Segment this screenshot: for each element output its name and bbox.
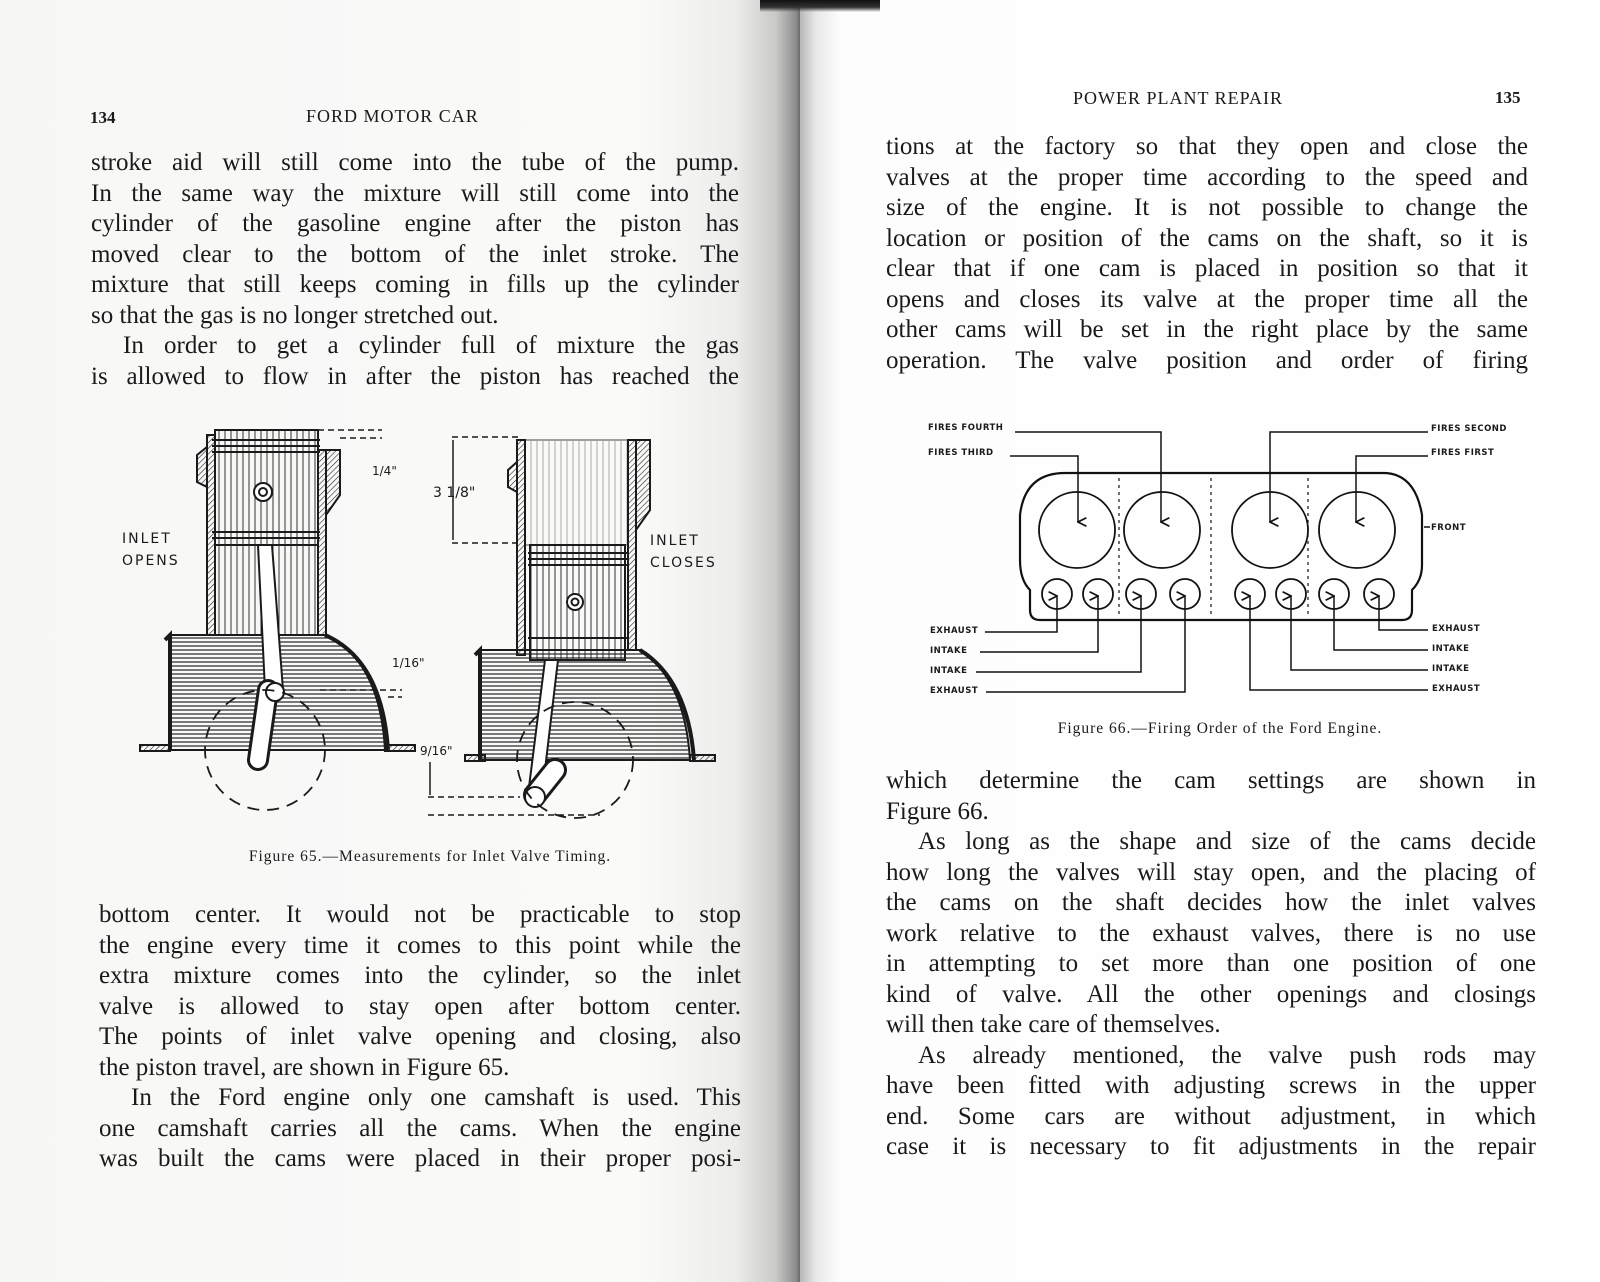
text-line: valves at the proper time according to the speed and — [886, 163, 1528, 191]
text-line: In the same way the mixture will still come into the — [91, 179, 739, 207]
text-line: one camshaft carries all the cams. When the engine — [99, 1114, 741, 1142]
label-intake-1: INTAKE — [930, 646, 968, 656]
label-intake-2: INTAKE — [930, 666, 968, 676]
figure-66-caption: Figure 66.—Firing Order of the Ford Engine. — [1057, 720, 1383, 737]
label-exhaust-4: EXHAUST — [1432, 684, 1481, 694]
inlet-closes-label: INLET CLOSES — [650, 533, 717, 571]
text-line: kind of valve. All the other openings and closings — [886, 980, 1536, 1008]
running-head: FORD MOTOR CAR — [306, 106, 479, 126]
text-line: work relative to the exhaust valves, there is no use — [886, 919, 1536, 947]
right-page — [800, 0, 1600, 1282]
text-line: stroke aid will still come into the tube of the pump. — [91, 149, 739, 176]
page-number: 134 — [90, 108, 116, 127]
text-line: clear that if one cam is placed in position so that it — [886, 255, 1528, 282]
text-line: bottom center. It would not be practicable to stop — [99, 901, 741, 928]
label-intake-4: INTAKE — [1432, 664, 1470, 674]
text-line: In order to get a cylinder full of mixture the gas — [123, 332, 739, 359]
text-line: mixture that still keeps coming in fills up the cylinder — [91, 271, 739, 298]
text-line: how long the valves will stay open, and the placing of — [886, 858, 1536, 886]
text-line: tions at the factory so that they open and close the — [886, 133, 1528, 160]
text-line: the cams on the shaft decides how the inlet valves — [886, 889, 1536, 916]
text-line: moved clear to the bottom of the inlet stroke. The — [91, 240, 739, 268]
text-line: cylinder of the gasoline engine after the piston has — [91, 210, 739, 237]
label-front: FRONT — [1431, 523, 1466, 533]
text-line: As already mentioned, the valve push rods may — [918, 1041, 1536, 1069]
text-line: so that the gas is no longer stretched out. — [91, 301, 499, 329]
text-line: end. Some cars are without adjustment, in which — [886, 1102, 1536, 1130]
dim-three-eighth: 3 1/8" — [433, 485, 476, 501]
text-line: Figure 66. — [886, 797, 989, 825]
engine-diagram-inlet-opens — [0, 0, 800, 900]
text-line: in attempting to set more than one position of one — [886, 950, 1536, 977]
text-line: other cams will be set in the right place by the same — [886, 316, 1528, 343]
label-fires-third: FIRES THIRD — [928, 448, 994, 458]
text-line: In the Ford engine only one camshaft is used. This — [131, 1084, 741, 1111]
label-exhaust-3: EXHAUST — [1432, 624, 1481, 634]
text-line: valve is allowed to stay open after bottom center. — [99, 992, 741, 1020]
text-line: will then take care of themselves. — [886, 1011, 1221, 1038]
text-line: size of the engine. It is not possible to change the — [886, 194, 1528, 221]
label-fires-second: FIRES SECOND — [1431, 424, 1507, 434]
dim-quarter: 1/4" — [372, 464, 397, 478]
firing-order-diagram — [800, 0, 1600, 760]
text-line: opens and closes its valve at the proper time all the — [886, 285, 1528, 313]
inlet-opens-label: INLET OPENS — [122, 531, 180, 569]
dim-sixteenth: 1/16" — [392, 656, 425, 670]
text-line: which determine the cam settings are shown in — [886, 767, 1536, 794]
text-line: extra mixture comes into the cylinder, so the inlet — [99, 962, 741, 989]
text-line: the engine every time it comes to this point while the — [99, 931, 741, 959]
text-line: is allowed to flow in after the piston has reached the — [91, 362, 739, 390]
page-number: 135 — [1495, 88, 1521, 107]
book-binding-shadow — [760, 0, 880, 12]
text-line: location or position of the cams on the shaft, so it is — [886, 224, 1528, 252]
text-line: the piston travel, are shown in Figure 65. — [99, 1053, 510, 1081]
figure-65-caption: Figure 65.—Measurements for Inlet Valve Timing. — [248, 848, 612, 865]
body-text-bottom — [99, 900, 741, 1175]
text-line: have been fitted with adjusting screws in the upper — [886, 1072, 1536, 1099]
text-line: The points of inlet valve opening and closing, also — [99, 1023, 741, 1050]
text-line: case it is necessary to fit adjustments in the repair — [886, 1133, 1536, 1160]
text-line: was built the cams were placed in their proper posi- — [99, 1145, 741, 1172]
label-fires-first: FIRES FIRST — [1431, 448, 1495, 458]
running-head: POWER PLANT REPAIR — [1073, 88, 1284, 108]
text-line: As long as the shape and size of the cams decide — [918, 828, 1536, 855]
label-fires-fourth: FIRES FOURTH — [928, 423, 1004, 433]
dim-nine-sixteenth: 9/16" — [420, 744, 453, 758]
text-line: operation. The valve position and order of firing — [886, 346, 1528, 374]
label-exhaust-1: EXHAUST — [930, 626, 979, 636]
body-text-bottom — [886, 766, 1536, 1163]
label-exhaust-2: EXHAUST — [930, 686, 979, 696]
label-intake-3: INTAKE — [1432, 644, 1470, 654]
